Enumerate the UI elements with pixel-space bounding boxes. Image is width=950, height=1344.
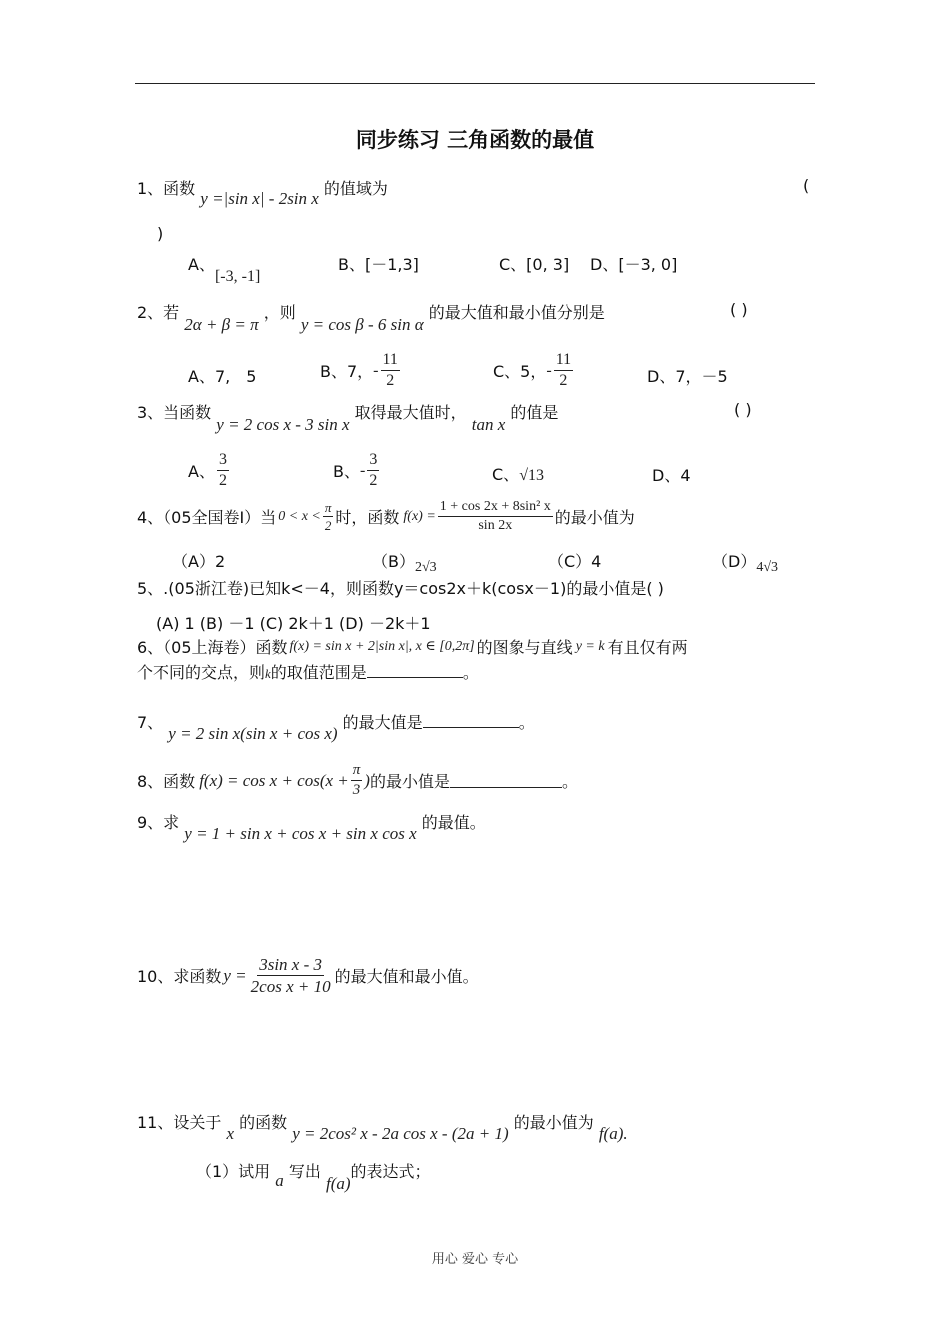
q3-option-c-math: √13	[519, 467, 544, 484]
q11-number: 11、设关于	[137, 1113, 222, 1132]
q1-option-b: B、[－1,3]	[338, 255, 419, 274]
q7-expression: y = 2 sin x(sin x + cos x)	[168, 724, 338, 743]
q6-text2: 有且仅有两	[607, 638, 688, 657]
q1-paren-open: (	[803, 176, 810, 195]
q1-option-d: D、[－3, 0]	[590, 255, 678, 274]
q1-option-a-math: [-3, -1]	[214, 268, 261, 285]
question-3	[137, 400, 559, 434]
q1-number: 1、函数	[137, 179, 196, 198]
q2-number: 2、若	[137, 303, 180, 322]
q5-options: (A) 1 (B) －1 (C) 2k＋1 (D) －2k＋1	[156, 614, 431, 633]
q4-function-fraction: $\frac{\text{1 + cos 2x + 8sin² x}}{\sin 2x}$	[439, 499, 551, 533]
q2-condition: 2α + β = π	[184, 315, 259, 334]
question-1	[137, 176, 388, 208]
q11-text2: 的最小值为	[513, 1113, 594, 1132]
q2-option-a: A、7, 5	[188, 367, 257, 386]
q3-expression: y = 2 cos x - 3 sin x	[216, 415, 350, 434]
q2-text: 的最大值和最小值分别是	[428, 303, 605, 322]
q6-line-2: 个不同的交点，则k的取值范围是 。	[137, 663, 479, 682]
q11-x: x	[226, 1124, 235, 1143]
q10-number: 10、求函数	[137, 967, 222, 986]
q4-option-b: （B）2√3	[372, 552, 437, 575]
page-title: 同步练习 三角函数的最值	[355, 128, 595, 152]
question-7: 7、 y = 2 sin x(sin x + cos x) 的最大值是 。	[137, 713, 535, 743]
q7-answer-blank[interactable]	[423, 713, 519, 728]
q8-expression: f(x) = cos x + cos(x +	[199, 770, 349, 790]
question-8: 8、函数 f(x) = cos x + cos(x + $\frac{\pi}{3}$ ) 的最小值是 。	[137, 762, 578, 798]
q2-option-c-fraction: $\frac{11}{2}$	[555, 351, 572, 389]
header-rule	[135, 83, 815, 84]
q8-answer-blank[interactable]	[450, 773, 562, 788]
q3-option-a-fraction: $\frac{3}{2}$	[218, 451, 227, 489]
question-11	[137, 1110, 628, 1143]
q2-expression: y = cos β - 6 sin α	[300, 315, 424, 334]
q4-condition-fraction: $\frac{\pi}{2}$	[324, 500, 332, 533]
q2-then: ，则	[263, 303, 296, 322]
q1-option-c: C、[0, 3]	[499, 255, 570, 274]
q9-text: 的最值。	[421, 813, 486, 832]
question-4	[137, 500, 635, 533]
q4-number: 4、（05全国卷Ⅰ）当	[137, 508, 277, 527]
q11-expression: y = 2cos² x - 2a cos x - (2a + 1)	[292, 1124, 509, 1143]
q3-option-d: D、4	[652, 466, 691, 485]
q3-option-c: C、√13	[492, 465, 544, 484]
q1-text: 的值域为	[323, 179, 388, 198]
q6-answer-blank[interactable]	[367, 663, 463, 678]
q9-expression: y = 1 + sin x + cos x + sin x cos x	[184, 824, 417, 843]
q3-number: 3、当函数	[137, 403, 212, 422]
q2-option-b: B、7， - $\frac{11}{2}$	[320, 351, 398, 389]
q2-paren: ( )	[730, 300, 748, 319]
q1-expression: y =|sin x| - 2sin x	[200, 189, 319, 208]
q7-number: 7、	[137, 713, 164, 732]
q10-lhs: y =	[223, 965, 247, 985]
q8-text: 的最小值是	[369, 772, 450, 791]
q6-text: 的图象与直线	[476, 638, 573, 657]
q11-part-1: （1）试用 a 写出 f(a)的表达式；	[196, 1162, 431, 1193]
question-2	[137, 300, 605, 334]
q3-option-b-fraction: $\frac{3}{2}$	[369, 451, 378, 489]
q11-text: 的函数	[239, 1113, 288, 1132]
q4-option-a: （A）2	[172, 552, 226, 571]
question-5: 5、.(05浙江卷)已知k<－4，则函数y＝cos2x＋k(cosx－1)的最小值是( )	[137, 579, 664, 598]
q4-text: 时，函数	[335, 508, 400, 527]
q1-option-a: A、[-3, -1]	[188, 255, 261, 285]
q3-text2: 的值是	[510, 403, 559, 422]
q6-line: y = k	[575, 638, 605, 654]
question-6	[137, 635, 688, 658]
q3-tan: tan x	[471, 415, 506, 434]
q3-option-a: A、 $\frac{3}{2}$	[188, 451, 227, 489]
q3-option-b: B、 - $\frac{3}{2}$	[333, 451, 378, 489]
q4-text2: 的最小值为	[554, 508, 635, 527]
q6-number: 6、（05上海卷）函数	[137, 638, 288, 657]
q2-option-c: C、5， - $\frac{11}{2}$	[493, 351, 572, 389]
q11-fa: f(a).	[598, 1124, 628, 1143]
q6-expression: f(x) = sin x + 2|sin x|, x ∈ [0,2π]	[289, 639, 475, 654]
q10-fraction: $\frac{\text{3sin x - 3}}{\text{2cos x + 10}}$	[250, 955, 331, 996]
q9-number: 9、求	[137, 813, 180, 832]
q4-condition: 0 < x <	[278, 508, 321, 524]
page-footer: 用心 爱心 专心	[431, 1252, 519, 1267]
q1-paren-close: )	[157, 224, 164, 243]
q3-paren: ( )	[734, 400, 752, 419]
question-10	[137, 956, 479, 995]
q3-text: 取得最大值时，	[354, 403, 467, 422]
q4-option-d: （D）4√3	[712, 552, 779, 575]
q8-fraction: $\frac{\pi}{3}$	[352, 762, 361, 798]
q2-option-d: D、7，－5	[647, 367, 728, 386]
q10-text: 的最大值和最小值。	[334, 967, 479, 986]
q4-fx: f(x) =	[403, 508, 436, 524]
q7-text: 的最大值是	[342, 713, 423, 732]
question-9	[137, 810, 486, 843]
q8-number: 8、函数	[137, 772, 196, 791]
q4-option-c: （C）4	[548, 552, 602, 571]
q2-option-b-fraction: $\frac{11}{2}$	[382, 351, 398, 389]
